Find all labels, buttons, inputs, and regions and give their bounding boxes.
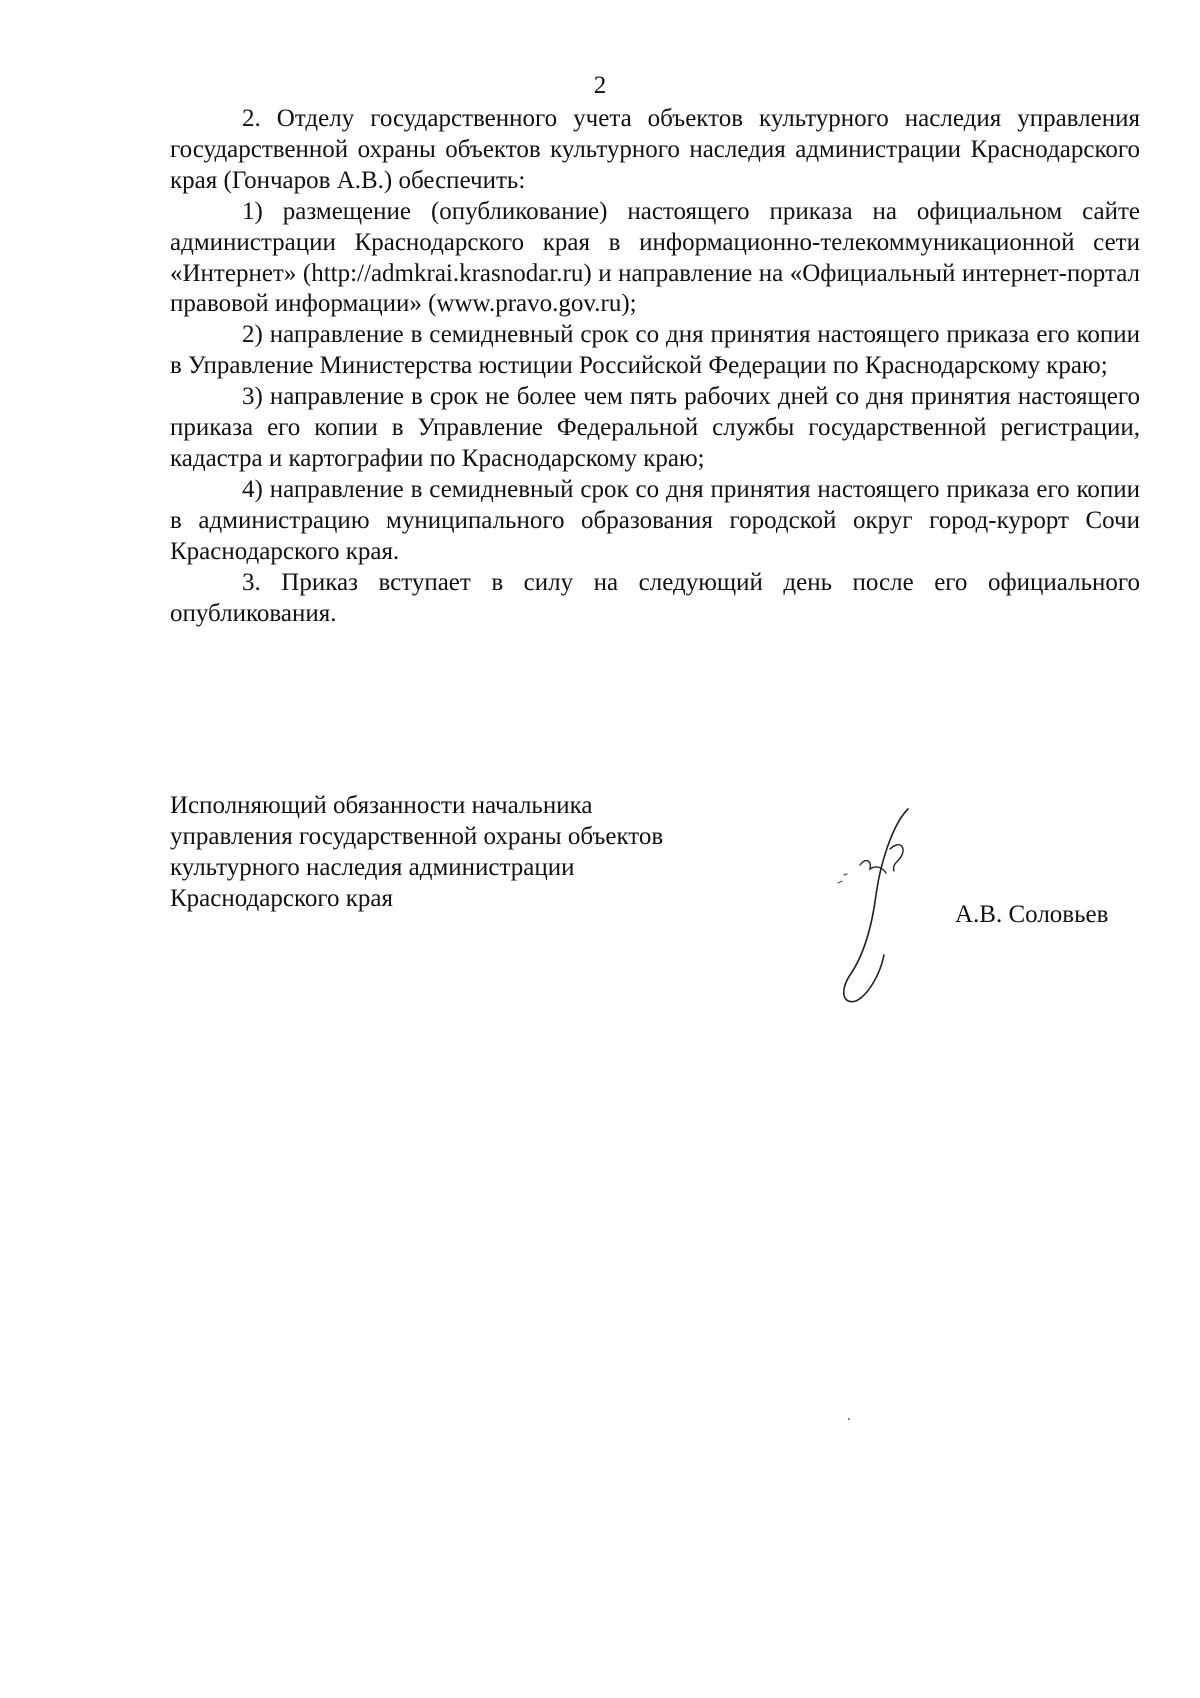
position-line: культурного наследия администрации	[170, 854, 575, 881]
page-number: 2	[593, 72, 607, 99]
subitem-1: 1) размещение (опубликование) настоящего приказа на официальном сайте администрации Краснодарского края в информационно-телекоммуникационной сети «Интернет» (http://admkrai.krasnodar.ru) и направление на «Официальный интернет-портал правовой информации» (www.pravo.gov.ru);	[170, 197, 1140, 318]
subitem-4: 4) направление в семидневный срок со дня принятия настоящего приказа его копии в администрацию муниципального образования городской округ город-курорт Сочи Краснодарского края.	[170, 475, 1140, 565]
subitem-2: 2) направление в семидневный срок со дня принятия настоящего приказа его копии в Управление Министерства юстиции Российской Федерации по Краснодарскому краю;	[170, 321, 1140, 380]
subitem-3: 3) направление в срок не более чем пять рабочих дней со дня принятия настоящего приказа его копии в Управление Федеральной службы государственной регистрации, кадастра и картографии по Краснодарскому краю;	[170, 383, 1140, 472]
scan-speck	[848, 1418, 850, 1420]
signatory-name: А.В. Соловьев	[955, 901, 1109, 928]
position-line: Краснодарского края	[170, 885, 393, 912]
document-body	[170, 104, 1140, 629]
paragraph-2: 2. Отделу государственного учета объектов культурного наследия управления государственной охраны объектов культурного наследия администрации Краснодарского края (Гончаров А.В.) обеспечить:	[170, 105, 1140, 194]
position-line: Исполняющий обязанности начальника	[170, 792, 593, 819]
signatory-position	[170, 790, 663, 914]
paragraph-3: 3. Приказ вступает в силу на следующий день после его официального опубликования.	[170, 568, 1140, 627]
handwritten-signature	[820, 805, 940, 1015]
position-line: управления государственной охраны объектов	[170, 823, 664, 850]
